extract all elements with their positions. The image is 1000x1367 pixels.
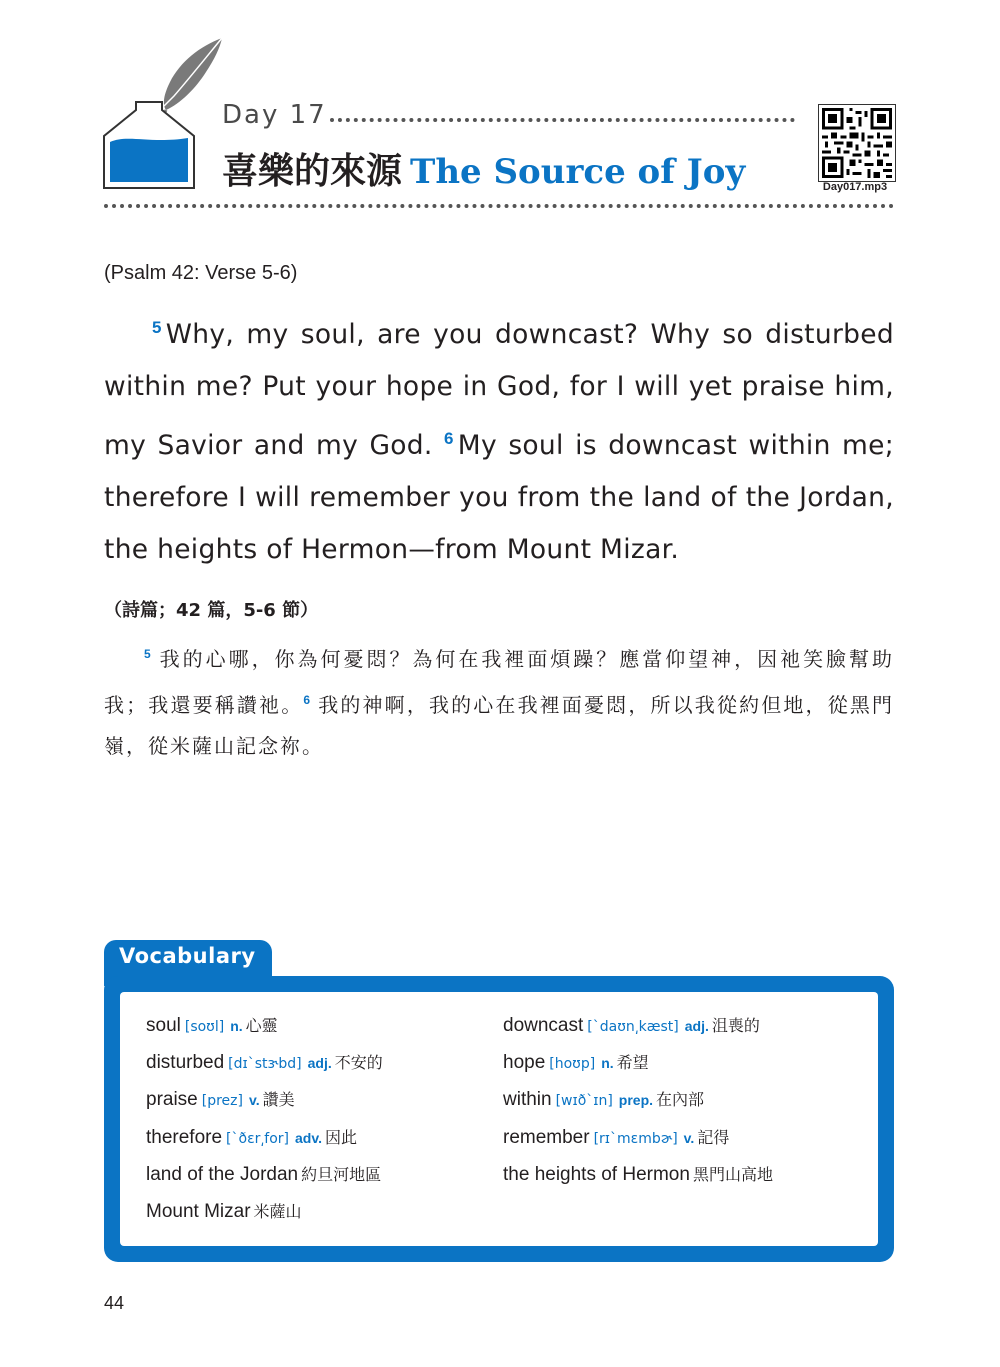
vocab-word: within	[503, 1089, 552, 1111]
vocab-word: soul	[146, 1015, 181, 1036]
vocab-ipa: [soʊl]	[184, 1019, 225, 1035]
vocab-ipa: [prez]	[201, 1093, 243, 1110]
scripture-reference-en: (Psalm 42: Verse 5-6)	[104, 262, 298, 284]
inkwell-quill-icon	[100, 34, 230, 194]
vocab-pos: v.	[683, 1129, 695, 1146]
scripture-reference-zh: （詩篇；42 篇，5-6 節）	[104, 600, 319, 621]
vocab-zh: 因此	[325, 1127, 358, 1147]
vocab-entry	[146, 1084, 383, 1121]
vocab-ipa: [hoʊp]	[549, 1056, 596, 1073]
vocab-pos: n.	[230, 1018, 243, 1034]
vocab-ipa: [wɪðˋɪn]	[555, 1093, 613, 1110]
verse-5-zh: 我的心哪，你為何憂悶？為何在我裡面煩躁？應當仰望神，因祂笑臉幫助我；我還要稱讚祂。	[104, 647, 894, 717]
vocab-entry	[146, 1010, 383, 1047]
verse-number: 6	[444, 429, 454, 448]
vocab-pos: adj.	[684, 1018, 709, 1034]
vocab-ipa: [rɪˋmɛmbɚ]	[593, 1130, 678, 1147]
title-chinese: 喜樂的來源	[222, 150, 403, 192]
header-divider	[104, 204, 894, 208]
vocab-entry	[146, 1159, 383, 1196]
vocab-entry	[503, 1084, 773, 1121]
day-label: Day 17	[222, 100, 327, 130]
vocab-zh: 沮喪的	[711, 1016, 760, 1035]
verse-number: 5	[144, 647, 153, 661]
vocab-word: therefore	[146, 1126, 223, 1148]
verse-number: 6	[303, 693, 313, 707]
vocab-zh: 約旦河地區	[301, 1164, 382, 1184]
vocab-zh: 記得	[697, 1127, 730, 1147]
vocab-zh: 心靈	[245, 1016, 278, 1035]
vocabulary-heading: Vocabulary	[119, 944, 256, 968]
vocab-zh: 希望	[616, 1053, 649, 1073]
vocab-zh: 在內部	[656, 1090, 705, 1110]
page-number: 44	[104, 1293, 125, 1313]
vocab-pos: adj.	[307, 1055, 332, 1072]
vocab-ipa: [ˋdaʊn͵kæst]	[587, 1019, 679, 1035]
vocab-word: Mount Mizar	[146, 1200, 251, 1222]
vocab-ipa: [dɪˋstɝbd]	[228, 1056, 302, 1073]
vocab-word: praise	[146, 1089, 198, 1111]
vocabulary-list-right	[503, 1010, 773, 1196]
vocab-pos: prep.	[618, 1092, 654, 1109]
vocab-word: remember	[503, 1126, 590, 1148]
vocab-ipa: [ˋðɛr͵for]	[226, 1130, 290, 1147]
vocab-zh: 米薩山	[253, 1201, 302, 1221]
vocab-word: hope	[503, 1052, 546, 1074]
verse-6-en: My soul is downcast within me; therefore I will remember you from the land of the Jordan, the heights of Hermon—from Mount Mizar.	[104, 430, 894, 565]
vocab-zh: 不安的	[334, 1053, 383, 1073]
vocab-entry	[146, 1047, 383, 1084]
verse-6-zh: 我的神啊，我的心在我裡面憂悶，所以我從約但地，從黑門嶺，從米薩山記念祢。	[104, 693, 895, 758]
page-title	[222, 146, 745, 203]
qr-code-icon[interactable]	[818, 104, 896, 182]
vocab-entry	[503, 1010, 773, 1047]
vocab-zh: 讚美	[262, 1090, 295, 1110]
vocab-entry	[146, 1122, 383, 1159]
audio-file-label: Day017.mp3	[822, 181, 888, 193]
verse-5-en: Why, my soul, are you downcast? Why so disturbed within me? Put your hope in God, for I will yet praise him, my Savior and my God.	[104, 319, 894, 461]
verse-number: 5	[152, 318, 162, 337]
vocab-word: downcast	[503, 1015, 584, 1036]
verse-text-en	[104, 302, 894, 576]
vocabulary-list-left	[146, 1010, 383, 1233]
vocab-pos: n.	[601, 1055, 614, 1072]
title-english: The Source of Joy	[410, 152, 746, 192]
vocab-entry	[503, 1159, 773, 1196]
vocab-entry	[146, 1196, 383, 1233]
day-divider	[330, 118, 795, 122]
vocab-zh: 黑門山高地	[692, 1164, 773, 1184]
vocab-entry	[503, 1122, 773, 1159]
vocab-word: disturbed	[146, 1052, 225, 1074]
vocab-pos: v.	[248, 1092, 260, 1109]
vocab-word: land of the Jordan	[146, 1163, 299, 1185]
vocab-word: the heights of Hermon	[503, 1163, 690, 1185]
vocab-entry	[503, 1047, 773, 1084]
vocab-pos: adv.	[295, 1129, 322, 1146]
verse-text-zh	[104, 634, 894, 767]
